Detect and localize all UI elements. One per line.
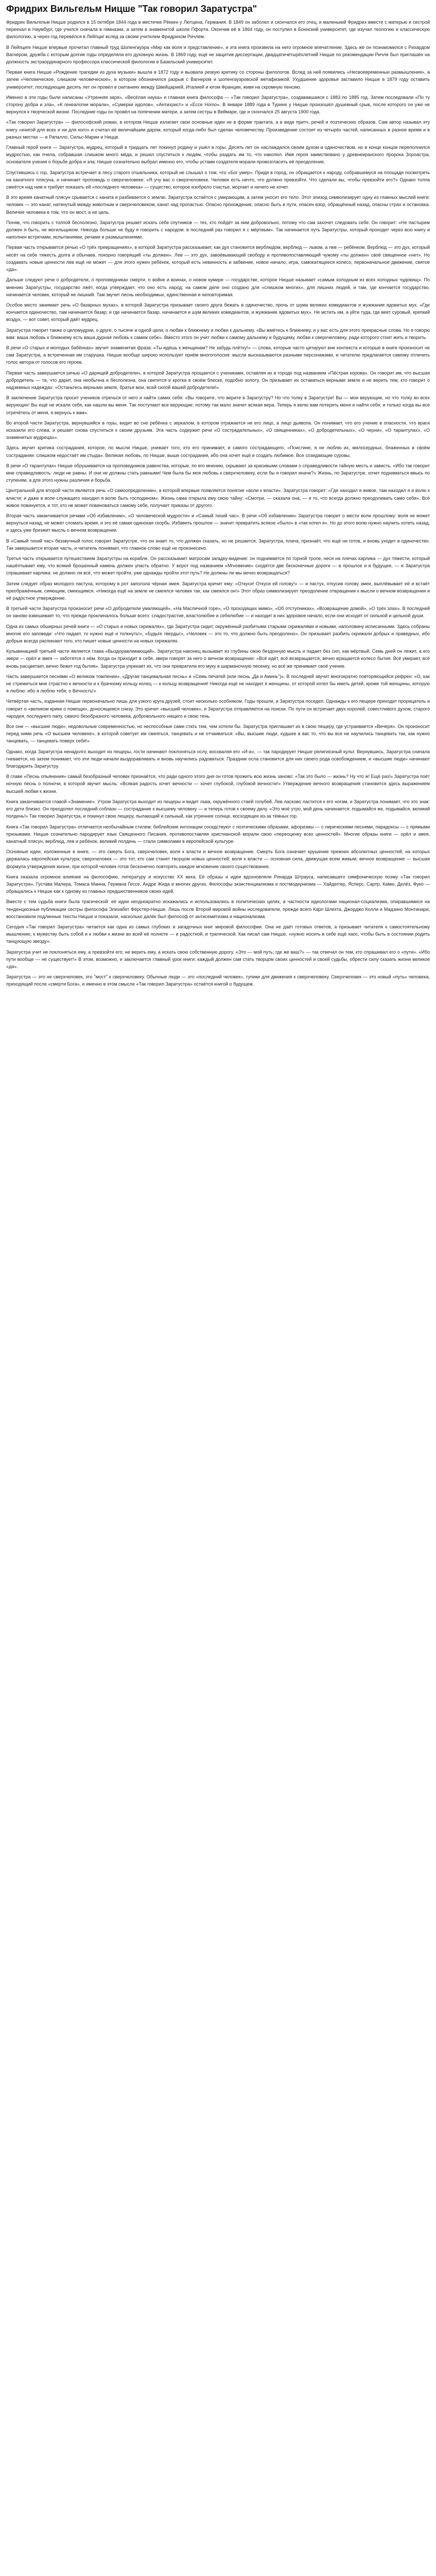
article-paragraph: Фридрих Вильгельм Ницше родился в 15 октября 1844 года в местечке Рёккен у Лютцена, Германия. В 1849 он заболел и скончался его отец, и маленький Фридрих вместе с матерью и сестрой переехал в Наумбург, где учился сначала в гимназии, а затем в знаменитой школе Пфорта. Окончив её в 1864 году, он поступил в Боннский университет, где изучал теологию и классическую филологию, а через год перевёлся в Лейпциг вслед за своим учителем Фридрихом Ричлем.: [6, 20, 430, 40]
article-paragraph: Третья часть открывается путешествием Заратустры на корабле. Он рассказывает матросам загадку-видение: он поднимается по горной тропе, неся на плечах карлика — дух тяжести, который нашёптывает ему, что всякий брошенный камень должен упасть обратно. У ворот под названием «Мгновение» сходятся две бесконечные дороги — в прошлое и в будущее, — и Заратустра спрашивает карлика: не должно ли всё, что может пройти, уже однажды пройти этот путь? Не должны ли мы вечно возвращаться?: [6, 556, 430, 576]
article-paragraph: Первая часть открывается речью «О трёх превращениях», в которой Заратустра рассказывает, как дух становится верблюдом, верблюд — львом, а лев — ребёнком. Верблюд — это дух, который несёт на себе тяжесть долга и обычаев, покорно говорящий «ты должен». Лев — это дух, завоёвывающий свободу и противопоставляющий чужому «ты должен» своё священное «нет». Но создавать новые ценности лев ещё не может — для этого нужен ребёнок, который есть невинность и забвение, новое начало, игра, самокатящееся колесо, первоначальное движение, святое «да».: [6, 245, 430, 273]
article-paragraph: Именно в эти годы были написаны «Утренняя заря», «Весёлая наука» и главная книга философа — «Так говорил Заратустра», создававшаяся с 1883 по 1885 год. Затем последовали «По ту сторону добра и зла», «К генеалогии морали», «Сумерки идолов», «Антихрист» и «Ecce Homo». В январе 1889 года в Турине у Ницше произошёл душевный срыв, после которого он уже не вернулся к творческой жизни. Последние годы он провёл на попечении матери, а затем сестры в Веймаре, где и скончался 25 августа 1900 года.: [6, 94, 430, 115]
article-paragraph: Вторая часть заканчивается речами «Об избавлении», «О человеческой мудрости» и «Самый тихий час». В речи «Об избавлении» Заратустра говорит о мести воли прошлому: воля не может вернуться назад, не может сломать время, и это её самая одинокая скорбь. Избавить прошлое — значит превратить всякое «было» в «так хотел я». Но до этого волю нужно научить хотеть назад, и здесь уже брезжит мысль о вечном возвращении.: [6, 513, 430, 533]
article-paragraph: В третьей части Заратустра произносит речи «О добродетели умаляющей», «На Масличной горе», «О проходящих мимо», «Об отступниках», «Возвращение домой», «О трёх злах». В последней он заново взвешивает то, что прежде проклиналось больше всего: сладострастие, властолюбие и себялюбие — и находит в них здоровое начало, если они исходят от сильной и цельной души.: [6, 606, 430, 619]
article-paragraph: Дальше следуют речи о добродетели, о проповедниках смерти, о войне и воинах, о новом кумире — государстве, которое Ницше называет «самым холодным из всех холодных чудовищ». По мнению Заратустры, государство лжёт, когда утверждает, что оно есть народ; на самом деле оно создано для «слишком многих», для лишних людей, и там, где кончается государство, начинается человек, который не лишний. Там звучит песнь необходимых, единственная и неповторимая.: [6, 277, 430, 297]
article-paragraph: Книга «Так говорил Заратустра» отличается необычайным стилем: библейские интонации соседствуют с поэтическими образами, афоризмы — с лирическими песнями, парадоксы — с прямыми призывами. Ницше сознательно пародирует язык Священного Писания, противопоставляя христианской морали свою «переоценку всех ценностей». Многие образы книги — орёл и змея, канатный плясун, верблюд, лев и ребёнок, великий полдень — стали символами в европейской культуре.: [6, 824, 430, 844]
article-paragraph: Затем следует образ молодого пастуха, которому в рот заползла чёрная змея. Заратустра кричит ему: «Откуси! Откуси ей голову!» — и пастух, откусив голову змеи, выплёвывает её и встаёт преображённым, сияющим, смеющимся. «Никогда ещё на земле не смеялся человек так, как смеялся он!» Этот образ символизирует преодоление отвращения к мысли о вечном возвращении и её радостное утверждение.: [6, 581, 430, 601]
article-body: [6, 19, 430, 988]
article-paragraph: В это время канатный плясун срывается с каната и разбивается о землю. Заратустра остаётся с умирающим, а затем уносит его тело. Этот эпизод символизирует одну из главных мыслей книги: человек — это канат, натянутый между животным и сверхчеловеком, канат над пропастью. Опасно прохождение, опасно быть в пути, опасен взор, обращённый назад, опасны страх и остановка. Величие человека в том, что он мост, а не цель.: [6, 195, 430, 215]
article-paragraph: Спустившись с гор, Заратустра встречает в лесу старого отшельника, который не слышал о том, что «Бог умер». Придя в город, он обращается к народу, собравшемуся на площади посмотреть на канатного плясуна, и начинает проповедь о сверхчеловеке: «Я учу вас о сверхчеловеке. Человек есть нечто, что должно превзойти. Что сделали вы, чтобы превзойти его?» Однако толпа смеётся над ним и требует показать ей «последнего человека» — существо, которое изобрело счастье, моргает и ничего не хочет.: [6, 170, 430, 190]
article-paragraph: «Так говорил Заратустра» — философский роман, в котором Ницше излагает свои основные идеи не в форме трактата, а в виде притч, речей и поэтических образов. Сам автор называл эту книгу «книгой для всех и ни для кого» и считал её величайшим даром, который когда-либо был сделан человечеству. Произведение состоит из четырёх частей, написанных в разное время и в разных местах — в Рапалло, Сильс-Марии и Ницце.: [6, 120, 430, 140]
article-paragraph: Заратустра учит не поклоняться ему, а превзойти его; не верить ему, а искать свою собственную дорогу. «Это — мой путь; где же ваш?» — так отвечал он тем, кто спрашивал его о «пути». «Ибо пути вообще — не существует!» В этом, возможно, и заключается главный урок книги: каждый должен сам стать творцом своих ценностей и своей судьбы, обрести силу сказать жизни великое «да».: [6, 949, 430, 969]
article-paragraph: Книга заканчивается главой «Знамение». Утром Заратустра выходит из пещеры и видит льва, окружённого стаей голубей. Лев ласково ластится к его ногам, и Заратустра понимает, что это знак: его дети близко. Он преодолел последний соблазн — сострадание к высшему человеку — и теперь готов к своему делу. «Это моё утро, мой день начинается: подымайся же, подымайся, великий полдень!» Так говорил Заратустра, и покинул свою пещеру, пылающий и сильный, как утреннее солнце, восходящее из-за тёмных гор.: [6, 799, 430, 819]
article-paragraph: В «Самый тихий час» беззвучный голос говорит Заратустре, что он знает то, что должен сказать, но не решается. Заратустра, плача, признаёт, что ещё не готов, и вновь уходит в одиночество. Так завершается вторая часть, и читатель понимает, что главное слово ещё не произнесено.: [6, 538, 430, 551]
article-paragraph: Заратустра — это не сверхчеловек, это "мост" к сверхчеловеку. Обычные люди — это «последний человек», тупики для движения к сверхчеловеку. Сверхчеловек — это новый «путь» человека, приходящий после «смерти Бога», и именно в этом смысле «Так говорил Заратустра» остаётся книгой о будущем.: [6, 974, 430, 987]
article-paragraph: Поняв, что говорить с толпой бесполезно, Заратустра решает искать себе спутников — тех, кто пойдёт за ним добровольно, потому что сам захочет следовать себе. Он говорит: «Не пастырем должен я быть, не могильщиком. Никогда больше не буду я говорить с народом: в последний раз говорил я с мёртвым». Так начинается путь Заратустры, который проходит через всю книгу и наполнен встречами, испытаниями, речами и размышлениями.: [6, 219, 430, 240]
article-paragraph: Центральной для второй части является речь «О самоопределении», в которой впервые появляется понятие «воли к власти». Заратустра говорит: «Где находил я живое, там находил я и волю к власти; и даже в воле служащего находил я волю быть господином». Жизнь сама открыла ему свою тайну: «Смотри, — сказала она, — я то, что всегда должно преодолевать само себя». Всё живое повинуется, и тот, кто не может повиноваться самому себе, получает приказы от другого.: [6, 488, 430, 508]
article-paragraph: В речи «О старых и молодых бабёнках» звучит знаменитая фраза: «Ты идёшь к женщинам? Не забудь плётку!» — слова, которые часто цитируют вне контекста и которые в книге произносит не сам Заратустра, а встреченная им старушка. Ницше вообще широко использует приём многоголосия: мысли высказываются разными персонажами, и читателю предлагается самому отличить голос автора от голосов его героев.: [6, 345, 430, 365]
article-paragraph: Первая часть завершается речью «О дарящей добродетели», в которой Заратустра прощается с учениками, оставляя их в городе под названием «Пёстрая корова». Он говорит им, что высшая добродетель — та, что дарит, она необычна и бесполезна, она светится и кротка в своём блеске, подобно золоту. Он призывает их оставаться верными земле и не верить тем, кто говорит о надземных надеждах: «Останьтесь верными земле, братья мои, всей силой вашей добродетели!»: [6, 370, 430, 390]
article-paragraph: Во второй части Заратустра, вернувшийся в горы, видит во сне ребёнка с зеркалом, в котором отражается не его лицо, а лицо дьявола. Он понимает, что его учение в опасности, что враги исказили его слова, и решает снова спуститься к своим друзьям. Эта часть содержит речи «О сострадательных», «О священниках», «О добродетельных», «О черни», «О тарантулах», «О знаменитых мудрецах».: [6, 420, 430, 440]
article-paragraph: Главный герой книги — Заратустра, мудрец, который в тридцать лет покинул родину и ушёл в горы. Десять лет он наслаждался своим духом и одиночеством, но в конце концов переполнился мудростью, как пчела, собравшая слишком много мёда, и решил спуститься к людям, чтобы раздать им то, что накопил. Имя героя заимствовано у древнеиранского пророка Зороастра, основателя учения о борьбе добра и зла; Ницше сознательно выбрал именно его, чтобы устами создателя морали провозгласить её преодоление.: [6, 145, 430, 165]
article-paragraph: Сегодня «Так говорил Заратустра» читается как одна из самых глубоких и загадочных книг мировой философии. Она не даёт готовых ответов, а призывает читателя к самостоятельному мышлению, к мужеству быть собой и к любви к жизни во всей её полноте — и радостной, и трагической. Как писал сам Ницше, «нужно носить в себе ещё хаос, чтобы быть в состоянии родить танцующую звезду».: [6, 924, 430, 944]
article-title: Фридрих Вильгельм Ницше "Так говорил Заратустра": [6, 4, 257, 14]
article-paragraph: Вместе с тем судьба книги была трагической: её идеи неоднократно искажались и использовались в политических целях, в частности идеологами национал-социализма, опиравшимися на тенденциозные публикации сестры философа Элизабет Фёрстер-Ницше. Лишь после Второй мировой войны исследователи, прежде всего Карл Шлехта, Джорджо Колли и Мадзино Монтинари, восстановили подлинные тексты Ницше и показали, насколько далёк был философ от антисемитизма и национализма.: [6, 899, 430, 919]
article-paragraph: Все они — «высшие люди», недовольные современностью, но неспособные сами стать тем, чем хотели бы. Заратустра приглашает их в свою пещеру, где устраивается «Вечеря». Он произносит перед ними речь «О высшем человеке», в которой советует им смеяться, танцевать и не отчаиваться: «Вы, высшие люди, худшее в вас то, что вы все не научились танцевать так, как нужно танцевать, — танцевать поверх себя!»: [6, 724, 430, 744]
article-paragraph: Одна из самых обширных речей книги — «О старых и новых скрижалях», где Заратустра сидит, окружённый разбитыми старыми скрижалями и новыми, наполовину исписанными. Здесь собраны многие его заповеди: «Что падает, то нужно ещё и толкнуть!», «Будьте тверды!», «Человек — это то, что должно быть преодолено». Он призывает разбить скрижали добрых и праведных, ибо добрые всегда распинают того, кто пишет новые ценности на новых скрижалях.: [6, 623, 430, 644]
article-paragraph: Кульминацией третьей части является глава «Выздоравливающий». Заратустра наконец вызывает из глубины свою бездонную мысль и падает без сил, как мёртвый. Семь дней он лежит, а его звери — орёл и змея — заботятся о нём. Когда он приходит в себя, звери говорят за него о вечном возвращении: «Всё идёт, всё возвращается; вечно вращается колесо бытия. Всё умирает, всё вновь расцветает, вечно бежит год бытия». Заратустра упрекает их, что они превратили его муку в шарманочную песенку, но всё же принимает своё учение.: [6, 649, 430, 669]
article-paragraph: Книга оказала огромное влияние на философию, литературу и искусство XX века. Её образы и идеи вдохновляли Рихарда Штрауса, написавшего симфоническую поэму «Так говорил Заратустра», Густава Малера, Томаса Манна, Германа Гессе, Андре Жида и многих других. Философы экзистенциализма и постмодернизма — Хайдеггер, Ясперс, Сартр, Камю, Делёз, Фуко — обращались к Ницше как к одному из главных предшественников своих идей.: [6, 874, 430, 894]
article-paragraph: Заратустра говорит также о целомудрии, о друге, о тысяче и одной цели, о любви к ближнему и любви к дальнему. «Вы жмётесь к ближнему, и у вас есть для этого прекрасные слова. Но я говорю вам: ваша любовь к ближнему есть ваша дурная любовь к самим себе». Вместо этого он учит любви к самому дальнему и будущему, любви к сверхчеловеку, ради которого стоит жить и творить.: [6, 327, 430, 340]
article-paragraph: В речи «О тарантулах» Ницше обрушивается на проповедников равенства, которые, по его мнению, скрывают за красивыми словами о справедливости тайную месть и зависть. «Ибо так говорит мне справедливость: люди не равны. И они не должны стать равными! Чем была бы моя любовь к сверхчеловеку, если бы я говорил иначе?» Жизнь, по Заратустре, хочет подниматься ввысь по ступеням, а для этого нужны различия и борьба.: [6, 463, 430, 483]
article-paragraph: Особое место занимает речь «О базарных мухах», в которой Заратустра призывает своего друга бежать в одиночество, прочь от шума великих комедиантов и жужжания ядовитых мух. «Где кончается одиночество, там начинается базар; и где начинается базар, начинается и шум великих комедиантов, и жужжание ядовитых мух». Не мстить им, а уйти туда, где веет суровый, крепкий воздух, — вот совет, который даёт мудрец.: [6, 302, 430, 323]
article-paragraph: Первая книга Ницше «Рождение трагедии из духа музыки» вышла в 1872 году и вызвала резкую критику со стороны филологов. Вслед за ней появились «Несвоевременные размышления», а затем «Человеческое, слишком человеческое», в котором обозначился разрыв с Вагнером и шопенгауэровской метафизикой. Ухудшение здоровья заставило Ницше в 1879 году оставить университет; последующие десять лет он провёл в скитаниях между Швейцарией, Италией и югом Франции, живя на скромную пенсию.: [6, 70, 430, 90]
article-paragraph: Часть завершается песнями «О великом томлении», «Другая танцевальная песнь» и «Семь печатей (или песнь „Да и Аминь")». В последней звучит многократно повторяющийся рефрен: «О, как не стремиться мне страстно к вечности и к брачному кольцу колец — к кольцу возвращения! Никогда ещё не находил я женщины, от которой хотел бы иметь детей, кроме той женщины, которую я люблю: ибо я люблю тебя, о Вечность!»: [6, 673, 430, 694]
article-paragraph: Основные идеи, изложенные в книге, — это смерть Бога, сверхчеловек, воля к власти и вечное возвращение. Смерть Бога означает крушение прежних абсолютных ценностей, на которых держалась европейская культура; сверхчеловек — это тот, кто сам станет творцом новых ценностей; воля к власти — основная сила, движущая всем живым; вечное возвращение — высшая формула утверждения жизни, при которой человек готов бесконечно повторять каждое мгновение своего существования.: [6, 849, 430, 869]
article-paragraph: В Лейпциге Ницше впервые прочитал главный труд Шопенгауэра «Мир как воля и представление», и эта книга произвела на него огромное впечатление. Здесь же он познакомился с Рихардом Вагнером, дружба с которым долгие годы определяла его духовную жизнь. В 1869 году, ещё не защитив диссертации, двадцатичетырёхлетний Ницше по рекомендации Ричля был приглашён на должность экстраординарного профессора классической филологии в Базельский университет.: [6, 44, 430, 65]
article-paragraph: Здесь звучит критика сострадания, которое, по мысли Ницше, унижает того, кто его принимает, и самого сострадающего. «Поистине, я не люблю их, милосердных, блаженных в своём сострадании: слишком недостаёт им стыда». Великая любовь, по Ницше, выше сострадания, ибо она хочет ещё и создать любимое. Все созидающие суровы.: [6, 445, 430, 458]
article-paragraph: В главе «Песнь опьянения» самый безобразный человек признаётся, что ради одного этого дня он готов прожить всю жизнь заново: «Так это было — жизнь? Ну что ж! Ещё раз!» Заратустра поёт ночную песнь о полночи, в которой звучит мысль: «Всякая радость хочет вечности — хочет глубокой, глубокой вечности!» Утверждение вечного возвращения становится здесь выражением высшей любви к жизни.: [6, 774, 430, 794]
article-paragraph: В заключение Заратустра просит учеников отречься от него и найти самих себя: «Вы говорите, что верите в Заратустру? Но что толку в Заратустре! Вы — мои верующие, но что толку во всех верующих! Вы ещё не искали себя, как нашли вы меня. Так поступают все верующие; потому так мало значит всякая вера. Теперь я велю вам потерять меня и найти себя; и только когда вы все отречётесь от меня, я вернусь к вам».: [6, 395, 430, 415]
article-paragraph: Четвёртая часть, изданная Ницше первоначально лишь для узкого круга друзей, стоит несколько особняком. Годы прошли, и Заратустра поседел. Однажды к его пещере приходит прорицатель и говорит о «великом крике о помощи», доносящемся снизу. Это кричит «высший человек», и Заратустра отправляется на поиски. По пути он встречает двух королей, совестливого духом, старого чародея, последнего папу, самого безобразного человека, добровольного нищего и свою тень.: [6, 699, 430, 719]
article-page: [0, 0, 436, 988]
article-paragraph: Однако, когда Заратустра ненадолго выходит из пещеры, гости начинают поклоняться ослу, восхваляя его «И-а», — так пародирует Ницше религиозный культ. Вернувшись, Заратустра сначала гневается, но затем понимает, что эти люди начали выздоравливать и вновь научились радоваться. Праздник осла становится для них своего рода освобождением, и «высшие люди» начинают благодарить Заратустру.: [6, 749, 430, 769]
